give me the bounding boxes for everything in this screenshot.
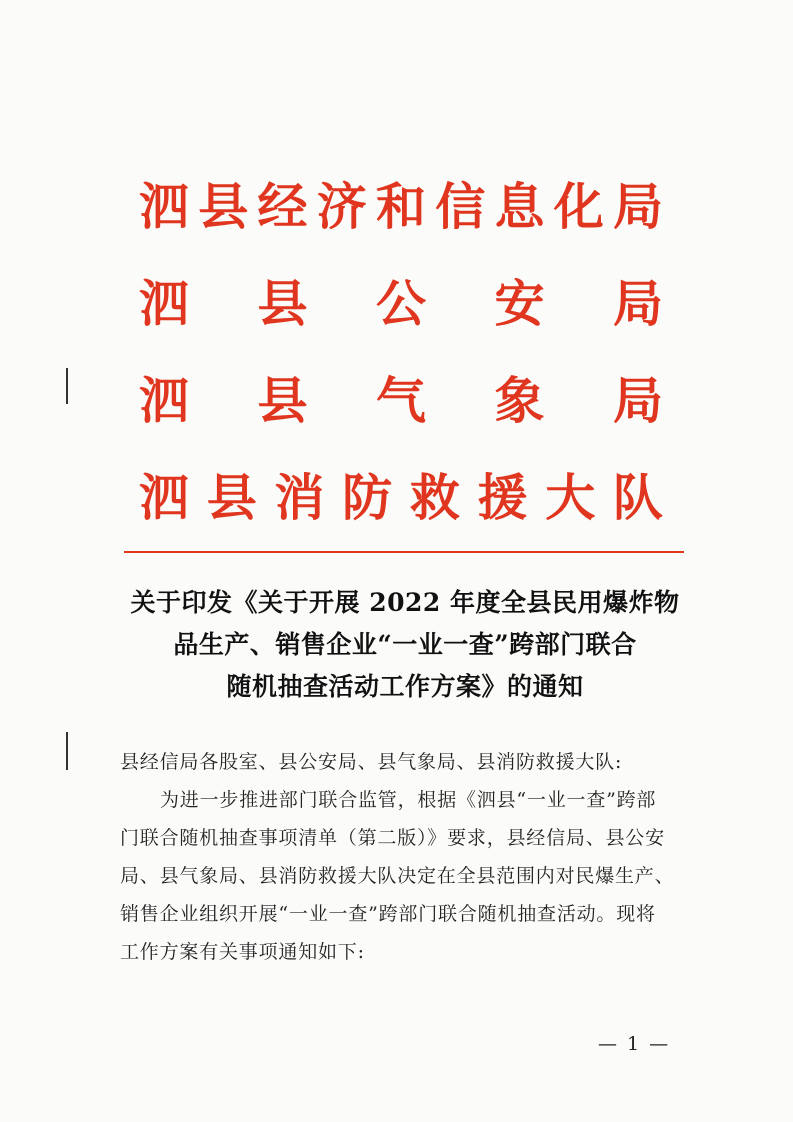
header-char: 局 [613, 371, 663, 430]
header-char: 县 [206, 468, 257, 527]
header-char: 安 [494, 274, 545, 333]
paragraph-line: 门联合随机抽查事项清单（第二版）》要求，县经信局、县公安 [120, 827, 665, 849]
header-char: 局 [613, 177, 663, 236]
binding-mark [66, 368, 68, 404]
header-char: 泗 [139, 274, 189, 333]
salutation: 县经信局各股室、县公安局、县气象局、县消防救援大队: [120, 751, 623, 773]
header-char: 县 [257, 371, 308, 430]
header-char: 化 [553, 177, 604, 236]
red-separator-line [124, 551, 684, 553]
header-char: 队 [612, 468, 663, 527]
title-line: 随机抽查活动工作方案》的通知 [226, 672, 584, 701]
issuer-fire-rescue-brigade [138, 449, 664, 546]
document-title [100, 582, 710, 708]
paragraph-line: 为进一步推进部门联合监管，根据《泗县“一业一查”跨部 [160, 789, 657, 811]
page-number: — 1 — [598, 1033, 671, 1055]
header-char: 气 [376, 371, 426, 430]
header-char: 县 [198, 177, 249, 236]
paragraph-line: 工作方案有关事项通知如下: [120, 941, 365, 963]
header-char: 泗 [139, 177, 189, 236]
header-char: 县 [257, 274, 308, 333]
header-char: 援 [477, 468, 528, 527]
document-body [120, 743, 720, 971]
header-char: 大 [545, 468, 596, 527]
header-char: 经 [257, 177, 308, 236]
header-char: 象 [494, 371, 545, 430]
binding-mark [66, 732, 68, 770]
header-char: 济 [316, 177, 367, 236]
title-line: 品生产、销售企业“一业一查”跨部门联合 [173, 630, 637, 659]
header-char: 信 [435, 177, 486, 236]
header-char: 防 [342, 468, 393, 527]
issuer-meteorological-bureau [138, 352, 664, 449]
issuer-public-security-bureau [138, 255, 664, 352]
header-char: 泗 [139, 371, 189, 430]
header-char: 和 [376, 177, 426, 236]
header-char: 救 [409, 468, 460, 527]
title-line: 关于印发《关于开展 2022 年度全县民用爆炸物 [130, 588, 680, 617]
header-char: 泗 [139, 468, 189, 527]
issuer-economy-bureau [138, 158, 664, 255]
header-char: 局 [613, 274, 663, 333]
issuing-authorities-header [138, 158, 664, 546]
paragraph-line: 局、县气象局、县消防救援大队决定在全县范围内对民爆生产、 [120, 865, 675, 887]
header-char: 公 [376, 274, 426, 333]
header-char: 消 [274, 468, 325, 527]
header-char: 息 [494, 177, 545, 236]
paragraph-line: 销售企业组织开展“一业一查”跨部门联合随机抽查活动。现将 [120, 903, 656, 925]
